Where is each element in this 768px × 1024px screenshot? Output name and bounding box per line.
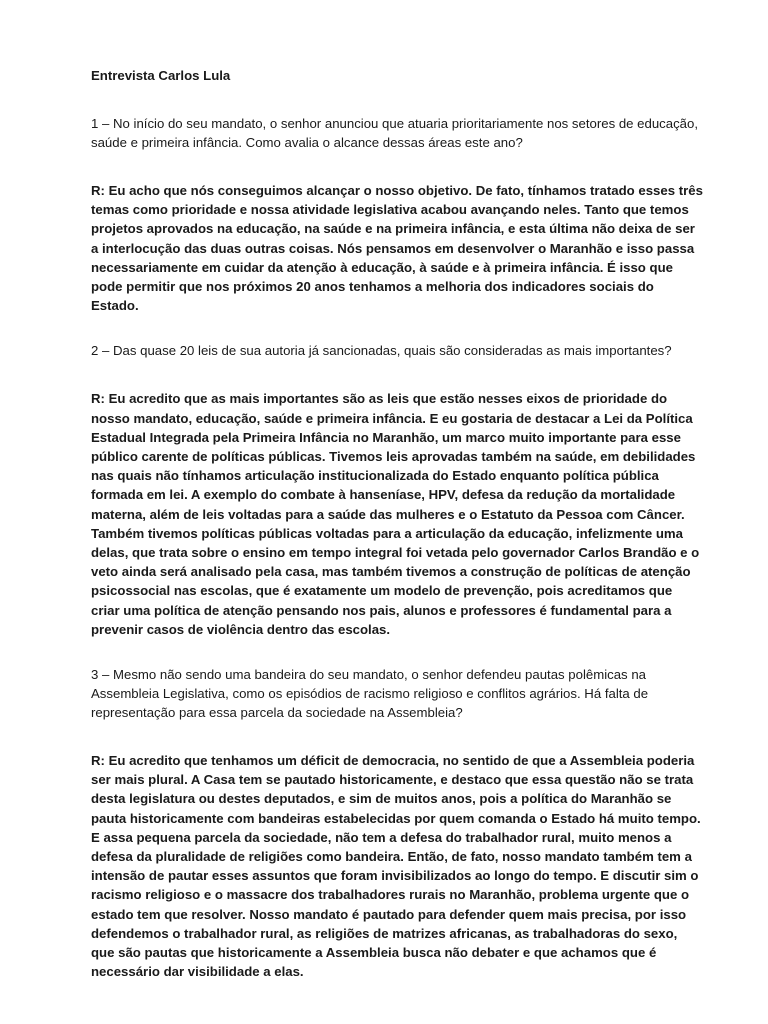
question-2: 2 – Das quase 20 leis de sua autoria já sancionadas, quais são consideradas as mais importantes? (91, 343, 672, 359)
qa-item-3 (91, 665, 703, 981)
answer-1: R: Eu acho que nós conseguimos alcançar o nosso objetivo. De fato, tínhamos tratado esses três temas como prioridade e nossa atividade legislativa acabou avançando neles. Tanto que temos projetos aprovados na educação, na saúde e na primeira infância, e esta última não deixa de ser a interlocução das duas outras coisas. Nós pensamos em desenvolver o Maranhão e isso passa necessariamente em cuidar da atenção à educação, à saúde e à primeira infância. É isso que pode permitir que nos próximos 20 anos tenhamos a melhoria dos indicadores sociais do Estado. (91, 183, 703, 314)
qa-item-1 (91, 114, 703, 315)
document-page (91, 66, 703, 1008)
qa-item-2 (91, 341, 703, 639)
answer-3: R: Eu acredito que tenhamos um déficit de democracia, no sentido de que a Assembleia poderia ser mais plural. A Casa tem se pautado historicamente, e destaco que essa questão não se trata desta legislatura ou destes deputados, e sim de muitos anos, pois a política do Maranhão se pauta historicamente com bandeiras estabelecidas por quem comanda o Estado há muito tempo. E assa pequena parcela da sociedade, não tem a defesa do trabalhador rural, muito menos a defesa da pluralidade de religiões como bandeira. Então, de fato, nosso mandato também tem a intensão de pautar esses assuntos que foram invisibilizados ao longo do tempo. E discutir sim o racismo religioso e o massacre dos trabalhadores rurais no Maranhão, problema urgente que o estado tem que resolver. Nosso mandato é pautado para defender quem mais precisa, por isso defendemos o trabalhador rural, as religiões de matrizes africanas, as trabalhadoras do sexo, que são pautas que historicamente a Assembleia busca não debater e que achamos que é necessário dar visibilidade a elas. (91, 753, 701, 980)
document-title: Entrevista Carlos Lula (91, 68, 231, 83)
question-3: 3 – Mesmo não sendo uma bandeira do seu mandato, o senhor defendeu pautas polêmicas na Assembleia Legislativa, como os episódios de racismo religioso e conflitos agrários. Há falta de representação para essa parcela da sociedade na Assembleia? (91, 667, 649, 721)
question-1: 1 – No início do seu mandato, o senhor anunciou que atuaria prioritariamente nos setores de educação, saúde e primeira infância. Como avalia o alcance dessas áreas este ano? (91, 116, 699, 150)
answer-2: R: Eu acredito que as mais importantes são as leis que estão nesses eixos de prioridade do nosso mandato, educação, saúde e primeira infância. E eu gostaria de destacar a Lei da Política Estadual Integrada pela Primeira Infância no Maranhão, um marco muito importante para esse público carente de políticas públicas. Tivemos leis aprovadas também na saúde, em debilidades nas quais não tínhamos articulação institucionalizada do Estado enquanto política pública formada em lei. A exemplo do combate à hanseníase, HPV, defesa da redução da mortalidade materna, além de leis voltadas para a saúde das mulheres e o Estatuto da Pessoa com Câncer. Também tivemos políticas públicas voltadas para a articulação da educação, infelizmente uma delas, que trata sobre o ensino em tempo integral foi vetada pelo governador Carlos Brandão e o veto ainda será analisado pela casa, mas também tivemos a construção de políticas de atenção psicossocial nas escolas, que é exatamente um modelo de prevenção, pois acreditamos que criar uma política de atenção pensando nos pais, alunos e professores é fundamental para a prevenir casos de violência dentro das escolas. (91, 391, 700, 637)
